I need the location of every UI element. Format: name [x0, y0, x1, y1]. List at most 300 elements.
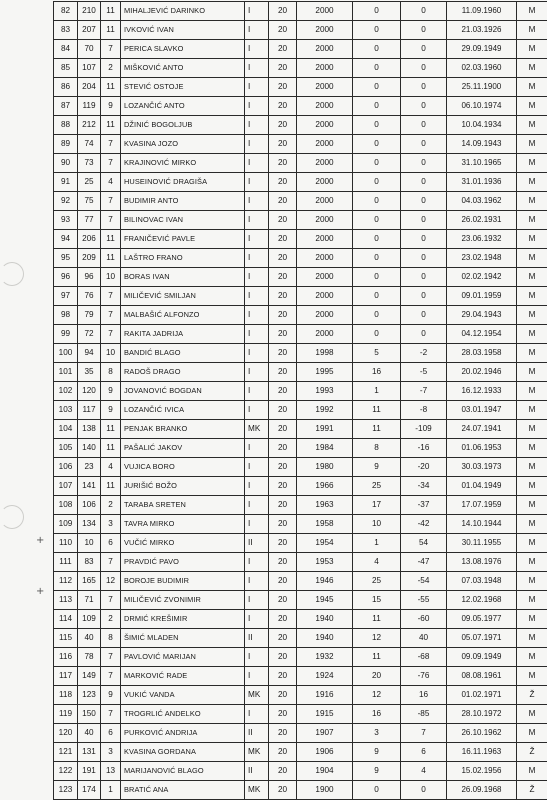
birth-date-cell: 16.11.1963 [447, 743, 517, 762]
rating-cell: 2000 [297, 173, 353, 192]
player-name-cell: LAŠTRO FRANO [121, 249, 245, 268]
points-cell: 20 [269, 515, 297, 534]
difference-cell: 0 [401, 154, 447, 173]
category-cell: I [245, 401, 269, 420]
group-cell: 4 [101, 173, 121, 192]
group-cell: 7 [101, 553, 121, 572]
rating-cell: 2000 [297, 230, 353, 249]
category-cell: I [245, 325, 269, 344]
difference-cell: 4 [401, 762, 447, 781]
difference-cell: 7 [401, 724, 447, 743]
category-cell: I [245, 59, 269, 78]
category-cell: I [245, 249, 269, 268]
birth-date-cell: 21.03.1926 [447, 21, 517, 40]
difference-cell: 0 [401, 135, 447, 154]
group-cell: 7 [101, 211, 121, 230]
sex-cell: M [517, 78, 547, 97]
category-cell: I [245, 287, 269, 306]
rank-cell: 98 [54, 306, 78, 325]
games-cell: 0 [353, 211, 401, 230]
birth-date-cell: 02.02.1942 [447, 268, 517, 287]
games-cell: 25 [353, 572, 401, 591]
group-cell: 4 [101, 458, 121, 477]
difference-cell: -34 [401, 477, 447, 496]
rating-cell: 1900 [297, 781, 353, 800]
birth-date-cell: 26.02.1931 [447, 211, 517, 230]
games-cell: 15 [353, 591, 401, 610]
birth-date-cell: 23.06.1932 [447, 230, 517, 249]
category-cell: MK [245, 781, 269, 800]
player-id-cell: 77 [78, 211, 101, 230]
games-cell: 11 [353, 648, 401, 667]
games-cell: 0 [353, 306, 401, 325]
player-id-cell: 75 [78, 192, 101, 211]
difference-cell: -8 [401, 401, 447, 420]
birth-date-cell: 03.01.1947 [447, 401, 517, 420]
player-name-cell: MILIČEVIĆ ZVONIMIR [121, 591, 245, 610]
group-cell: 1 [101, 781, 121, 800]
player-name-cell: TROGRLIĆ ANDELKO [121, 705, 245, 724]
player-id-cell: 40 [78, 724, 101, 743]
difference-cell: 0 [401, 325, 447, 344]
rank-cell: 109 [54, 515, 78, 534]
rating-cell: 2000 [297, 135, 353, 154]
points-cell: 20 [269, 724, 297, 743]
birth-date-cell: 16.12.1933 [447, 382, 517, 401]
games-cell: 0 [353, 59, 401, 78]
rank-cell: 85 [54, 59, 78, 78]
sex-cell: M [517, 40, 547, 59]
group-cell: 9 [101, 382, 121, 401]
sex-cell: M [517, 21, 547, 40]
table-row [54, 325, 547, 344]
rank-cell: 102 [54, 382, 78, 401]
player-id-cell: 117 [78, 401, 101, 420]
rating-cell: 1991 [297, 420, 353, 439]
points-cell: 20 [269, 382, 297, 401]
group-cell: 11 [101, 439, 121, 458]
games-cell: 16 [353, 705, 401, 724]
birth-date-cell: 09.01.1959 [447, 287, 517, 306]
birth-date-cell: 20.02.1946 [447, 363, 517, 382]
group-cell: 8 [101, 363, 121, 382]
difference-cell: 0 [401, 116, 447, 135]
rating-cell: 1940 [297, 610, 353, 629]
birth-date-cell: 11.09.1960 [447, 2, 517, 21]
table-row [54, 477, 547, 496]
player-id-cell: 119 [78, 97, 101, 116]
player-id-cell: 138 [78, 420, 101, 439]
player-id-cell: 209 [78, 249, 101, 268]
player-name-cell: DRMIĆ KREŠIMIR [121, 610, 245, 629]
group-cell: 7 [101, 705, 121, 724]
player-id-cell: 23 [78, 458, 101, 477]
player-name-cell: MARIJANOVIĆ BLAGO [121, 762, 245, 781]
category-cell: I [245, 135, 269, 154]
category-cell: I [245, 306, 269, 325]
table-row [54, 154, 547, 173]
games-cell: 4 [353, 553, 401, 572]
group-cell: 8 [101, 629, 121, 648]
player-id-cell: 78 [78, 648, 101, 667]
group-cell: 13 [101, 762, 121, 781]
birth-date-cell: 04.03.1962 [447, 192, 517, 211]
rank-cell: 104 [54, 420, 78, 439]
sex-cell: M [517, 724, 547, 743]
category-cell: I [245, 648, 269, 667]
birth-date-cell: 29.09.1949 [447, 40, 517, 59]
sex-cell: Ž [517, 743, 547, 762]
rank-cell: 114 [54, 610, 78, 629]
group-cell: 7 [101, 192, 121, 211]
player-id-cell: 140 [78, 439, 101, 458]
difference-cell: -42 [401, 515, 447, 534]
rank-cell: 105 [54, 439, 78, 458]
difference-cell: 0 [401, 268, 447, 287]
player-name-cell: BANDIĆ BLAGO [121, 344, 245, 363]
games-cell: 25 [353, 477, 401, 496]
games-cell: 17 [353, 496, 401, 515]
rating-cell: 1906 [297, 743, 353, 762]
rank-cell: 107 [54, 477, 78, 496]
rank-cell: 123 [54, 781, 78, 800]
table-row [54, 59, 547, 78]
sex-cell: M [517, 629, 547, 648]
group-cell: 2 [101, 610, 121, 629]
player-roster-table [53, 1, 547, 800]
rating-cell: 2000 [297, 40, 353, 59]
games-cell: 0 [353, 249, 401, 268]
rating-cell: 2000 [297, 249, 353, 268]
sex-cell: M [517, 496, 547, 515]
sex-cell: M [517, 648, 547, 667]
category-cell: I [245, 40, 269, 59]
rank-cell: 84 [54, 40, 78, 59]
birth-date-cell: 31.01.1936 [447, 173, 517, 192]
category-cell: I [245, 344, 269, 363]
birth-date-cell: 07.03.1948 [447, 572, 517, 591]
table-row [54, 743, 547, 762]
rating-cell: 1915 [297, 705, 353, 724]
points-cell: 20 [269, 154, 297, 173]
rating-cell: 2000 [297, 78, 353, 97]
group-cell: 7 [101, 325, 121, 344]
category-cell: I [245, 667, 269, 686]
birth-date-cell: 14.10.1944 [447, 515, 517, 534]
difference-cell: -7 [401, 382, 447, 401]
rank-cell: 96 [54, 268, 78, 287]
games-cell: 9 [353, 762, 401, 781]
points-cell: 20 [269, 477, 297, 496]
table-row [54, 192, 547, 211]
rating-cell: 1995 [297, 363, 353, 382]
games-cell: 5 [353, 344, 401, 363]
difference-cell: 0 [401, 78, 447, 97]
birth-date-cell: 13.08.1976 [447, 553, 517, 572]
points-cell: 20 [269, 306, 297, 325]
rating-cell: 1963 [297, 496, 353, 515]
points-cell: 20 [269, 572, 297, 591]
group-cell: 7 [101, 135, 121, 154]
rank-cell: 82 [54, 2, 78, 21]
games-cell: 0 [353, 781, 401, 800]
rank-cell: 87 [54, 97, 78, 116]
rating-cell: 1954 [297, 534, 353, 553]
player-name-cell: BILINOVAC IVAN [121, 211, 245, 230]
difference-cell: 40 [401, 629, 447, 648]
points-cell: 20 [269, 420, 297, 439]
difference-cell: 6 [401, 743, 447, 762]
player-name-cell: TAVRA MIRKO [121, 515, 245, 534]
sex-cell: M [517, 154, 547, 173]
games-cell: 9 [353, 743, 401, 762]
points-cell: 20 [269, 591, 297, 610]
table-row [54, 363, 547, 382]
rank-cell: 117 [54, 667, 78, 686]
player-id-cell: 10 [78, 534, 101, 553]
player-id-cell: 120 [78, 382, 101, 401]
rank-cell: 122 [54, 762, 78, 781]
games-cell: 0 [353, 135, 401, 154]
sex-cell: M [517, 572, 547, 591]
group-cell: 11 [101, 477, 121, 496]
player-name-cell: LOZANČIĆ ANTO [121, 97, 245, 116]
difference-cell: -60 [401, 610, 447, 629]
rank-cell: 103 [54, 401, 78, 420]
category-cell: I [245, 477, 269, 496]
group-cell: 9 [101, 401, 121, 420]
category-cell: MK [245, 420, 269, 439]
group-cell: 10 [101, 344, 121, 363]
points-cell: 20 [269, 667, 297, 686]
birth-date-cell: 02.03.1960 [447, 59, 517, 78]
group-cell: 7 [101, 306, 121, 325]
difference-cell: 0 [401, 249, 447, 268]
birth-date-cell: 05.07.1971 [447, 629, 517, 648]
player-name-cell: BRATIĆ ANA [121, 781, 245, 800]
difference-cell: 16 [401, 686, 447, 705]
player-name-cell: KVASINA GORDANA [121, 743, 245, 762]
points-cell: 20 [269, 116, 297, 135]
margin-plus-mark: + [36, 535, 45, 546]
points-cell: 20 [269, 648, 297, 667]
games-cell: 11 [353, 401, 401, 420]
sex-cell: M [517, 401, 547, 420]
rating-cell: 1907 [297, 724, 353, 743]
points-cell: 20 [269, 534, 297, 553]
rank-cell: 116 [54, 648, 78, 667]
games-cell: 0 [353, 230, 401, 249]
table-row [54, 382, 547, 401]
birth-date-cell: 31.10.1965 [447, 154, 517, 173]
player-id-cell: 206 [78, 230, 101, 249]
games-cell: 8 [353, 439, 401, 458]
group-cell: 7 [101, 40, 121, 59]
birth-date-cell: 06.10.1974 [447, 97, 517, 116]
player-id-cell: 72 [78, 325, 101, 344]
category-cell: I [245, 439, 269, 458]
sex-cell: M [517, 230, 547, 249]
rating-cell: 1992 [297, 401, 353, 420]
birth-date-cell: 26.10.1962 [447, 724, 517, 743]
difference-cell: -37 [401, 496, 447, 515]
player-name-cell: MILIČEVIĆ SMILJAN [121, 287, 245, 306]
group-cell: 11 [101, 78, 121, 97]
sex-cell: M [517, 135, 547, 154]
games-cell: 0 [353, 116, 401, 135]
table-row [54, 648, 547, 667]
games-cell: 0 [353, 192, 401, 211]
table-row [54, 401, 547, 420]
difference-cell: -5 [401, 363, 447, 382]
birth-date-cell: 09.09.1949 [447, 648, 517, 667]
category-cell: I [245, 192, 269, 211]
group-cell: 2 [101, 496, 121, 515]
table-row [54, 135, 547, 154]
sex-cell: M [517, 667, 547, 686]
player-id-cell: 109 [78, 610, 101, 629]
table-row [54, 686, 547, 705]
player-name-cell: VUJICA BORO [121, 458, 245, 477]
sex-cell: M [517, 344, 547, 363]
player-name-cell: KRAJINOVIĆ MIRKO [121, 154, 245, 173]
table-row [54, 2, 547, 21]
player-id-cell: 212 [78, 116, 101, 135]
category-cell: I [245, 591, 269, 610]
sex-cell: M [517, 458, 547, 477]
sex-cell: Ž [517, 781, 547, 800]
category-cell: I [245, 2, 269, 21]
points-cell: 20 [269, 211, 297, 230]
difference-cell: 0 [401, 306, 447, 325]
birth-date-cell: 26.09.1968 [447, 781, 517, 800]
player-id-cell: 40 [78, 629, 101, 648]
games-cell: 0 [353, 154, 401, 173]
category-cell: I [245, 116, 269, 135]
difference-cell: 0 [401, 211, 447, 230]
category-cell: II [245, 762, 269, 781]
difference-cell: 0 [401, 40, 447, 59]
difference-cell: -2 [401, 344, 447, 363]
difference-cell: -68 [401, 648, 447, 667]
difference-cell: 0 [401, 173, 447, 192]
table-row [54, 553, 547, 572]
player-name-cell: RADOŠ DRAGO [121, 363, 245, 382]
margin-plus-mark: + [36, 586, 45, 597]
birth-date-cell: 01.06.1953 [447, 439, 517, 458]
player-id-cell: 191 [78, 762, 101, 781]
player-name-cell: BOROJE BUDIMIR [121, 572, 245, 591]
sex-cell: Ž [517, 686, 547, 705]
category-cell: I [245, 21, 269, 40]
player-id-cell: 83 [78, 553, 101, 572]
rank-cell: 106 [54, 458, 78, 477]
table-row [54, 572, 547, 591]
group-cell: 9 [101, 97, 121, 116]
points-cell: 20 [269, 686, 297, 705]
sex-cell: M [517, 477, 547, 496]
player-id-cell: 210 [78, 2, 101, 21]
points-cell: 20 [269, 762, 297, 781]
rating-cell: 2000 [297, 325, 353, 344]
rank-cell: 91 [54, 173, 78, 192]
points-cell: 20 [269, 553, 297, 572]
category-cell: I [245, 553, 269, 572]
sex-cell: M [517, 211, 547, 230]
player-name-cell: TARABA SRETEN [121, 496, 245, 515]
player-name-cell: PRAVDIĆ PAVO [121, 553, 245, 572]
category-cell: I [245, 211, 269, 230]
points-cell: 20 [269, 249, 297, 268]
category-cell: I [245, 363, 269, 382]
sex-cell: M [517, 420, 547, 439]
rating-cell: 1998 [297, 344, 353, 363]
category-cell: I [245, 268, 269, 287]
table-row [54, 515, 547, 534]
sex-cell: M [517, 325, 547, 344]
rank-cell: 120 [54, 724, 78, 743]
difference-cell: 0 [401, 59, 447, 78]
birth-date-cell: 01.04.1949 [447, 477, 517, 496]
roster-body [54, 2, 547, 800]
sex-cell: M [517, 173, 547, 192]
points-cell: 20 [269, 59, 297, 78]
table-row [54, 268, 547, 287]
points-cell: 20 [269, 496, 297, 515]
points-cell: 20 [269, 40, 297, 59]
sex-cell: M [517, 116, 547, 135]
table-row [54, 40, 547, 59]
table-row [54, 97, 547, 116]
rank-cell: 89 [54, 135, 78, 154]
player-name-cell: RAKITA JADRIJA [121, 325, 245, 344]
sex-cell: M [517, 610, 547, 629]
player-name-cell: MIHALJEVIĆ DARINKO [121, 2, 245, 21]
category-cell: I [245, 610, 269, 629]
player-id-cell: 35 [78, 363, 101, 382]
player-name-cell: LOZANČIĆ IVICA [121, 401, 245, 420]
table-row [54, 287, 547, 306]
rank-cell: 113 [54, 591, 78, 610]
rating-cell: 1984 [297, 439, 353, 458]
player-name-cell: MIŠKOVIĆ ANTO [121, 59, 245, 78]
group-cell: 6 [101, 534, 121, 553]
games-cell: 1 [353, 382, 401, 401]
difference-cell: -20 [401, 458, 447, 477]
category-cell: I [245, 230, 269, 249]
games-cell: 0 [353, 40, 401, 59]
sex-cell: M [517, 249, 547, 268]
group-cell: 11 [101, 420, 121, 439]
group-cell: 11 [101, 230, 121, 249]
category-cell: I [245, 515, 269, 534]
rank-cell: 88 [54, 116, 78, 135]
points-cell: 20 [269, 439, 297, 458]
group-cell: 11 [101, 249, 121, 268]
birth-date-cell: 28.03.1958 [447, 344, 517, 363]
group-cell: 11 [101, 2, 121, 21]
category-cell: I [245, 154, 269, 173]
difference-cell: -55 [401, 591, 447, 610]
category-cell: I [245, 78, 269, 97]
category-cell: I [245, 458, 269, 477]
birth-date-cell: 04.12.1954 [447, 325, 517, 344]
points-cell: 20 [269, 781, 297, 800]
sex-cell: M [517, 192, 547, 211]
rank-cell: 94 [54, 230, 78, 249]
rank-cell: 97 [54, 287, 78, 306]
player-name-cell: PURKOVIĆ ANDRIJA [121, 724, 245, 743]
